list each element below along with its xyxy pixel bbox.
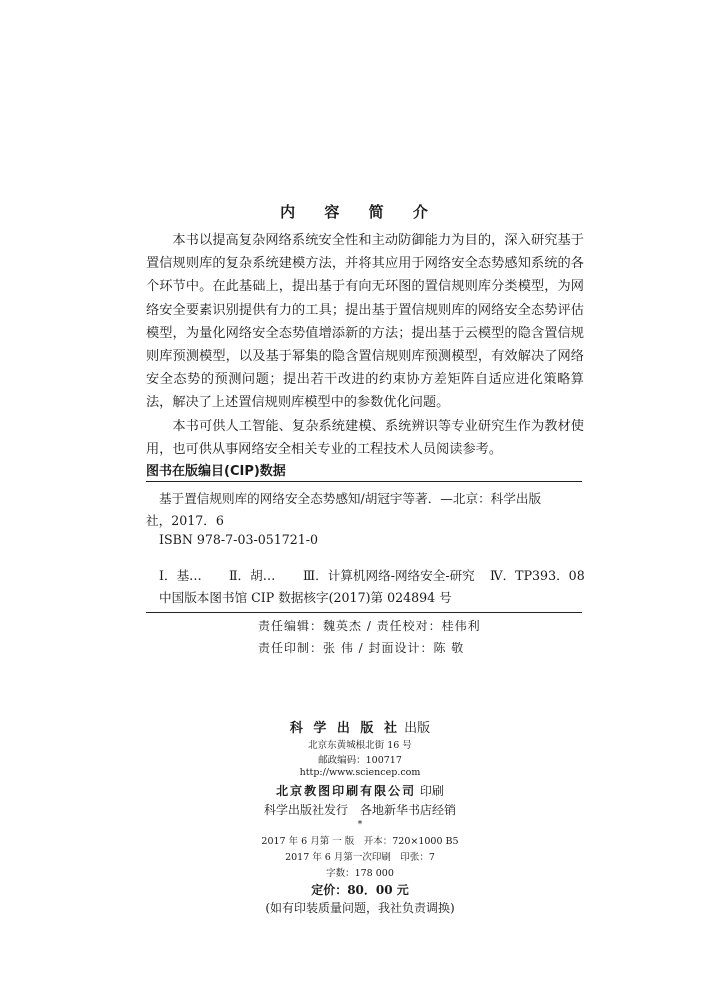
cip-class-item: Ⅳ．TP393．08	[490, 568, 585, 583]
publisher-name: 科 学 出 版 社	[289, 721, 400, 736]
cip-top-rule	[146, 481, 582, 482]
price: 定价：80．00 元	[311, 883, 409, 897]
staff-line: 责任编辑：魏英杰 / 责任校对：桂伟利	[258, 619, 481, 633]
intro-title: 内 容 简 介	[280, 203, 440, 221]
publisher-suffix: 出版	[404, 721, 431, 736]
printer-suffix: 印刷	[419, 784, 444, 798]
word-count: 字数：178 000	[326, 868, 394, 879]
cip-class-item: Ⅱ．胡…	[229, 568, 276, 583]
edition-line: 2017 年 6 月第 一 版 开本：720×1000 B5	[261, 836, 459, 847]
cip-class-item: Ⅲ．计算机网络-网络安全-研究	[303, 568, 475, 583]
cip-number: 中国版本图书馆 CIP 数据核字(2017)第 024894 号	[159, 590, 452, 605]
distribution-line: 科学出版社发行 各地新华书店经销	[263, 803, 456, 817]
cip-class-item: Ⅰ．基…	[159, 568, 202, 583]
printer-line	[0, 782, 720, 799]
cip-isbn: ISBN 978-7-03-051721-0	[159, 532, 319, 547]
cip-heading: 图书在版编目(CIP)数据	[146, 464, 286, 479]
cip-bottom-rule	[146, 612, 582, 613]
intro-text	[146, 229, 584, 461]
publisher-line	[0, 717, 720, 736]
intro-paragraph: 本书可供人工智能、复杂系统建模、系统辨识等专业研究生作为教材使用，也可供从事网络安全相关专业的工程技术人员阅读参考。	[146, 418, 584, 457]
intro-paragraph: 本书以提高复杂网络系统安全性和主动防御能力为目的，深入研究基于置信规则库的复杂系统建模方法，并将其应用于网络安全态势感知系统的各个环节中。在此基础上，提出基于有向无环图的置信规则库分类模型，为网络安全要素识别提供有力的工具；提出基于置信规则库的网络安全态势评估模型，为量化网络安全态势值增添新的方法；提出基于云模型的隐含置信规则库预测模型，以及基于幂集的隐含置信规则库预测模型，有效解决了网络安全态势的预测问题；提出若干改进的约束协方差矩阵自适应进化策略算法，解决了上述置信规则库模型中的参数优化问题。	[146, 233, 584, 411]
printer-name: 北京教图印刷有限公司	[276, 784, 417, 798]
printing-line: 2017 年 6 月第一次印刷 印张：7	[285, 852, 435, 863]
quality-note: (如有印装质量问题，我社负责调换)	[265, 901, 455, 915]
publisher-website: http://www.sciencep.com	[299, 767, 421, 778]
staff-line: 责任印制：张 伟 / 封面设计：陈 敬	[258, 641, 465, 655]
publisher-postcode: 邮政编码：100717	[318, 755, 402, 766]
separator-star: *	[357, 819, 363, 830]
publisher-address: 北京东黄城根北街 16 号	[308, 740, 412, 751]
cip-record-line: 社，2017．6	[146, 513, 224, 528]
cip-record-line: 基于置信规则库的网络安全态势感知/胡冠宇等著．—北京：科学出版	[159, 491, 542, 506]
cip-classification	[159, 565, 585, 584]
